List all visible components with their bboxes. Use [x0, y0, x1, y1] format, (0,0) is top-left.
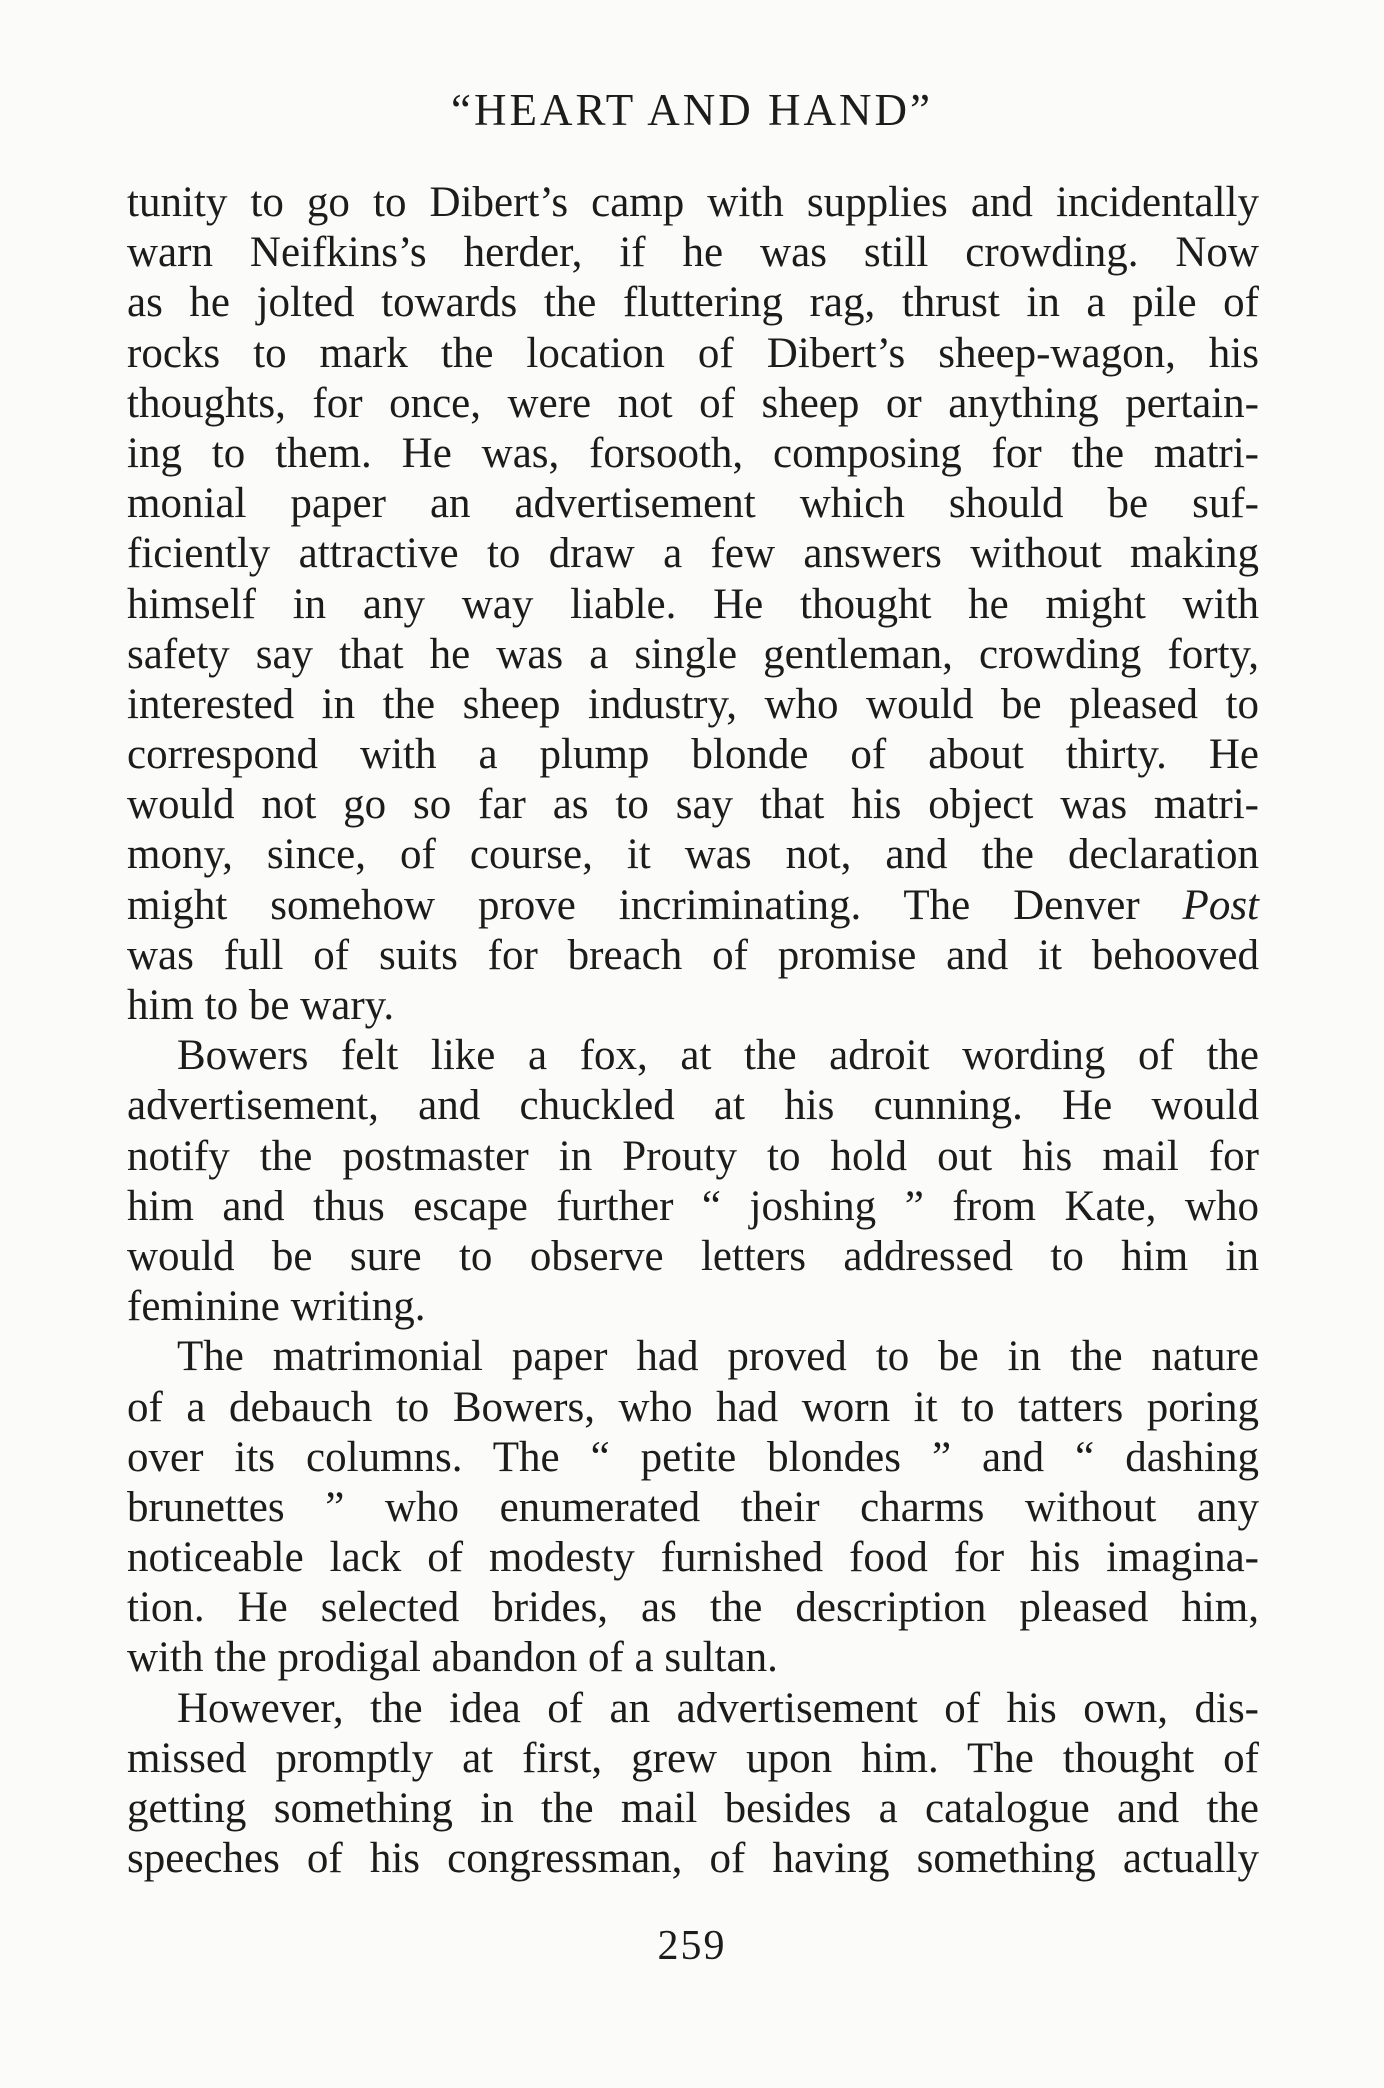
text-line: himself in any way liable. He thought he might with — [127, 580, 1259, 628]
text-line: safety say that he was a single gentleman, crowding forty, — [127, 630, 1259, 678]
text-line: brunettes ” who enumerated their charms without any — [127, 1483, 1259, 1531]
text-line: would be sure to observe letters addressed to him in — [127, 1232, 1259, 1280]
text-line: him to be wary. — [127, 982, 395, 1029]
text-line: might somehow prove incriminating. The Denver Post — [127, 881, 1259, 929]
paragraph-4 — [127, 1684, 1259, 1885]
text-line: with the prodigal abandon of a sultan. — [127, 1634, 778, 1682]
paragraph-1 — [127, 178, 1259, 1031]
text-line: rocks to mark the location of Dibert’s sheep-wagon, his — [127, 329, 1259, 377]
text-line: would not go so far as to say that his object was matri- — [127, 781, 1259, 829]
text-line: was full of suits for breach of promise and it behooved — [127, 931, 1259, 979]
paragraph-3 — [127, 1332, 1259, 1683]
text-line: of a debauch to Bowers, who had worn it to tatters poring — [127, 1383, 1259, 1431]
text-line: advertisement, and chuckled at his cunning. He would — [127, 1082, 1259, 1130]
text-line: thoughts, for once, were not of sheep or anything pertain- — [127, 379, 1259, 427]
text-line: The matrimonial paper had proved to be in the nature — [177, 1333, 1259, 1381]
text-line: noticeable lack of modesty furnished food for his imagina- — [127, 1534, 1259, 1582]
paragraph-2 — [127, 1031, 1259, 1332]
text-line: However, the idea of an advertisement of his own, dis- — [177, 1684, 1259, 1732]
text-line: getting something in the mail besides a catalogue and the — [127, 1785, 1259, 1832]
text-line: him and thus escape further “ joshing ” from Kate, who — [127, 1182, 1259, 1230]
page-number: 259 — [657, 1923, 727, 1969]
text-line: as he jolted towards the fluttering rag, thrust in a pile of — [127, 279, 1259, 327]
text-line: ficiently attractive to draw a few answers without making — [127, 530, 1259, 578]
text-line: speeches of his congressman, of having something actually — [127, 1835, 1259, 1883]
text-line: monial paper an advertisement which should be suf- — [127, 480, 1259, 528]
running-head: “HEART AND HAND” — [451, 85, 933, 135]
text-line: Bowers felt like a fox, at the adroit wording of the — [177, 1032, 1259, 1080]
text-line: notify the postmaster in Prouty to hold out his mail for — [127, 1132, 1259, 1180]
text-line: missed promptly at first, grew upon him. The thought of — [127, 1734, 1259, 1782]
text-line: tunity to go to Dibert’s camp with supplies and incidentally — [127, 179, 1259, 226]
body-text — [127, 178, 1259, 1884]
text-line: tion. He selected brides, as the description pleased him, — [127, 1584, 1259, 1632]
text-line: warn Neifkins’s herder, if he was still crowding. Now — [127, 229, 1259, 277]
text-line: correspond with a plump blonde of about thirty. He — [127, 731, 1259, 779]
text-line: feminine writing. — [127, 1283, 426, 1331]
text-line: over its columns. The “ petite blondes ” and “ dashing — [127, 1433, 1259, 1481]
text-line: mony, since, of course, it was not, and the declaration — [127, 831, 1259, 879]
text-line: ing to them. He was, forsooth, composing for the matri- — [127, 429, 1259, 477]
text-line: interested in the sheep industry, who would be pleased to — [127, 680, 1259, 728]
